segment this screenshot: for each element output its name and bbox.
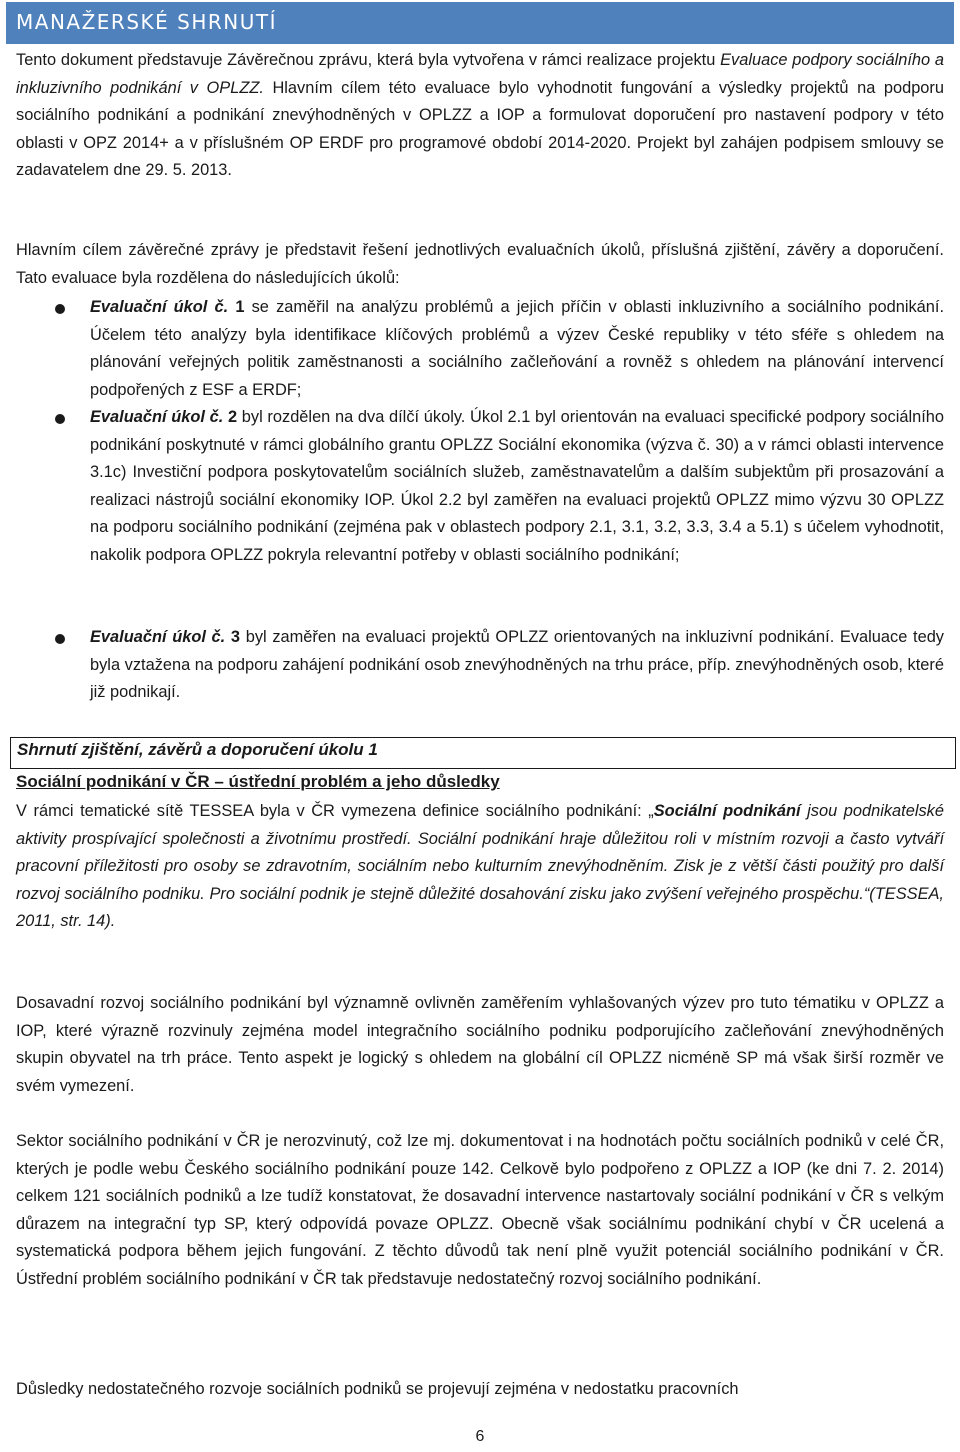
- section-title: MANAŽERSKÉ SHRNUTÍ: [16, 10, 277, 34]
- intro-lead: Tento dokument představuje Závěrečnou zprávu, která byla vytvořena v rámci realizace projektu: [16, 51, 716, 69]
- task-number: 2: [227, 408, 238, 426]
- task-number: 3: [230, 628, 241, 646]
- bullet-icon: [55, 304, 65, 314]
- paragraph-sector: Sektor sociálního podnikání v ČR je nerozvinutý, což lze mj. dokumentovat i na hodnotách počtu sociálních podniků v celé ČR, kterých je podle webu Českého sociálního podnikání pouze 142. Celkově bylo podpořeno z OPLZZ a IOP (ke dni 7. 2. 2014) celkem 121 sociálních podniků a lze tudíž konstatovat, že dosavadní intervence nastartovaly sociální podnikání v ČR s velkým důrazem na integrační typ SP, který odpovídá povaze OPLZZ. Obecně však sociálnímu podnikání chybí v ČR ucelená a systematická podpora během jejich fungování. Z těchto důvodů tak není plně využit potenciál sociálního podnikání v ČR. Ústřední problém sociálního podnikání v ČR tak představuje nedostatečný rozvoj sociálního podnikání.: [16, 1132, 944, 1288]
- definition-paragraph: [16, 798, 944, 936]
- project-name: Evaluace podpory sociálního a inkluzivního podnikání v OPLZZ.: [16, 51, 944, 97]
- page-number: 6: [475, 1428, 485, 1445]
- paragraph-development: Dosavadní rozvoj sociálního podnikání byl významně ovlivněn zaměřením vyhlašovaných výzev pro tuto tématiku v OPLZZ a IOP, které výrazně rozvinuly zejména model integračního sociálního podniku podporujícího začleňování znevýhodněných skupin obyvatel na trh práce. Tento aspekt je logický s ohledem na globální cíl OPLZZ nicméně SP má však širší rozměr ve svém vymezení.: [16, 994, 944, 1095]
- tasks-intro-paragraph: Hlavním cílem závěrečné zprávy je představit řešení jednotlivých evaluačních úkolů, příslušná zjištění, závěry a doporučení. Tato evaluace byla rozdělena do následujících úkolů:: [16, 241, 944, 287]
- section-subheading: Sociální podnikání v ČR – ústřední problém a jeho důsledky: [16, 772, 500, 791]
- summary-box: [10, 737, 956, 769]
- intro-rest: Hlavním cílem této evaluace bylo vyhodnotit fungování a výsledky projektů na podporu sociálního podnikání a podnikání znevýhodněných v OPLZZ a IOP a formulovat doporučení pro nastavení podpory v této oblasti v OPZ 2014+ a v příslušném OP ERDF pro programové období 2014-2020. Projekt byl zahájen podpisem smlouvy se zadavatelem dne 29. 5. 2013.: [16, 78, 944, 179]
- task-label: Evaluační úkol č.: [90, 408, 224, 426]
- task-text: se zaměřil na analýzu problémů a jejich příčin v oblasti inkluzivního a sociálního podnikání. Účelem této analýzy byla identifikace klíčových problémů a výzev České republiky v této sféře s ohledem na plánování veřejných politik zaměstnanosti a sociálního začleňování a rovněž s ohledem na plánování intervencí podpořených z ESF a ERDF;: [90, 298, 944, 399]
- task-label: Evaluační úkol č.: [90, 628, 226, 646]
- task-label: Evaluační úkol č.: [90, 298, 229, 316]
- section-banner: [6, 2, 954, 44]
- bullet-icon: [55, 414, 65, 424]
- definition-quote: jsou podnikatelské aktivity prospívající společnosti a životnímu prostředí. Sociální podnikání hraje důležitou roli v místním rozvoji a často vytváří pracovní příležitosti pro osoby se zdravotním, sociálním nebo kulturním znevýhodněním. Zisk je z větší části použitý pro další rozvoj sociálního podniku. Pro sociální podnik je stejně důležité dosahování zisku jako zvýšení veřejného prospěchu.“(TESSEA, 2011, str. 14).: [16, 802, 944, 930]
- task-number: 1: [235, 298, 245, 316]
- definition-lead: V rámci tematické sítě TESSEA byla v ČR vymezena definice sociálního podnikání: „: [16, 802, 654, 820]
- task-text: byl zaměřen na evaluaci projektů OPLZZ orientovaných na inkluzivní podnikání. Evaluace tedy byla vztažena na podporu zahájení podnikání osob znevýhodněných na trhu práce, příp. znevýhodněných osob, které již podnikají.: [90, 628, 945, 701]
- paragraph-consequences: Důsledky nedostatečného rozvoje sociálních podniků se projevují zejména v nedostatku pracovních: [16, 1380, 739, 1398]
- definition-term: Sociální podnikání: [653, 802, 801, 820]
- task-text: byl rozdělen na dva dílčí úkoly. Úkol 2.1 byl orientován na evaluaci specifické podpory sociálního podnikání poskytnuté v rámci globálního grantu OPLZZ Sociální ekonomika (výzva č. 30) a v rámci oblasti intervence 3.1c) Investiční podpora poskytovatelům sociálních služeb, zaměstnavatelům a dalším subjektům při prosazování a realizaci nástrojů sociální ekonomiky IOP. Úkol 2.2 byl zaměřen na evaluaci projektů OPLZZ mimo výzvu 30 OPLZZ na podporu sociálního podnikání (zejména pak v oblastech podpory 2.1, 3.1, 3.2, 3.3, 3.4 a 5.1) s účelem vyhodnotit, nakolik podpora OPLZZ pokryla relevantní potřeby v oblasti sociálního podnikání;: [90, 408, 944, 564]
- bullet-icon: [55, 634, 65, 644]
- summary-box-title: Shrnutí zjištění, závěrů a doporučení úkolu 1: [17, 740, 378, 759]
- intro-paragraph: [16, 47, 944, 185]
